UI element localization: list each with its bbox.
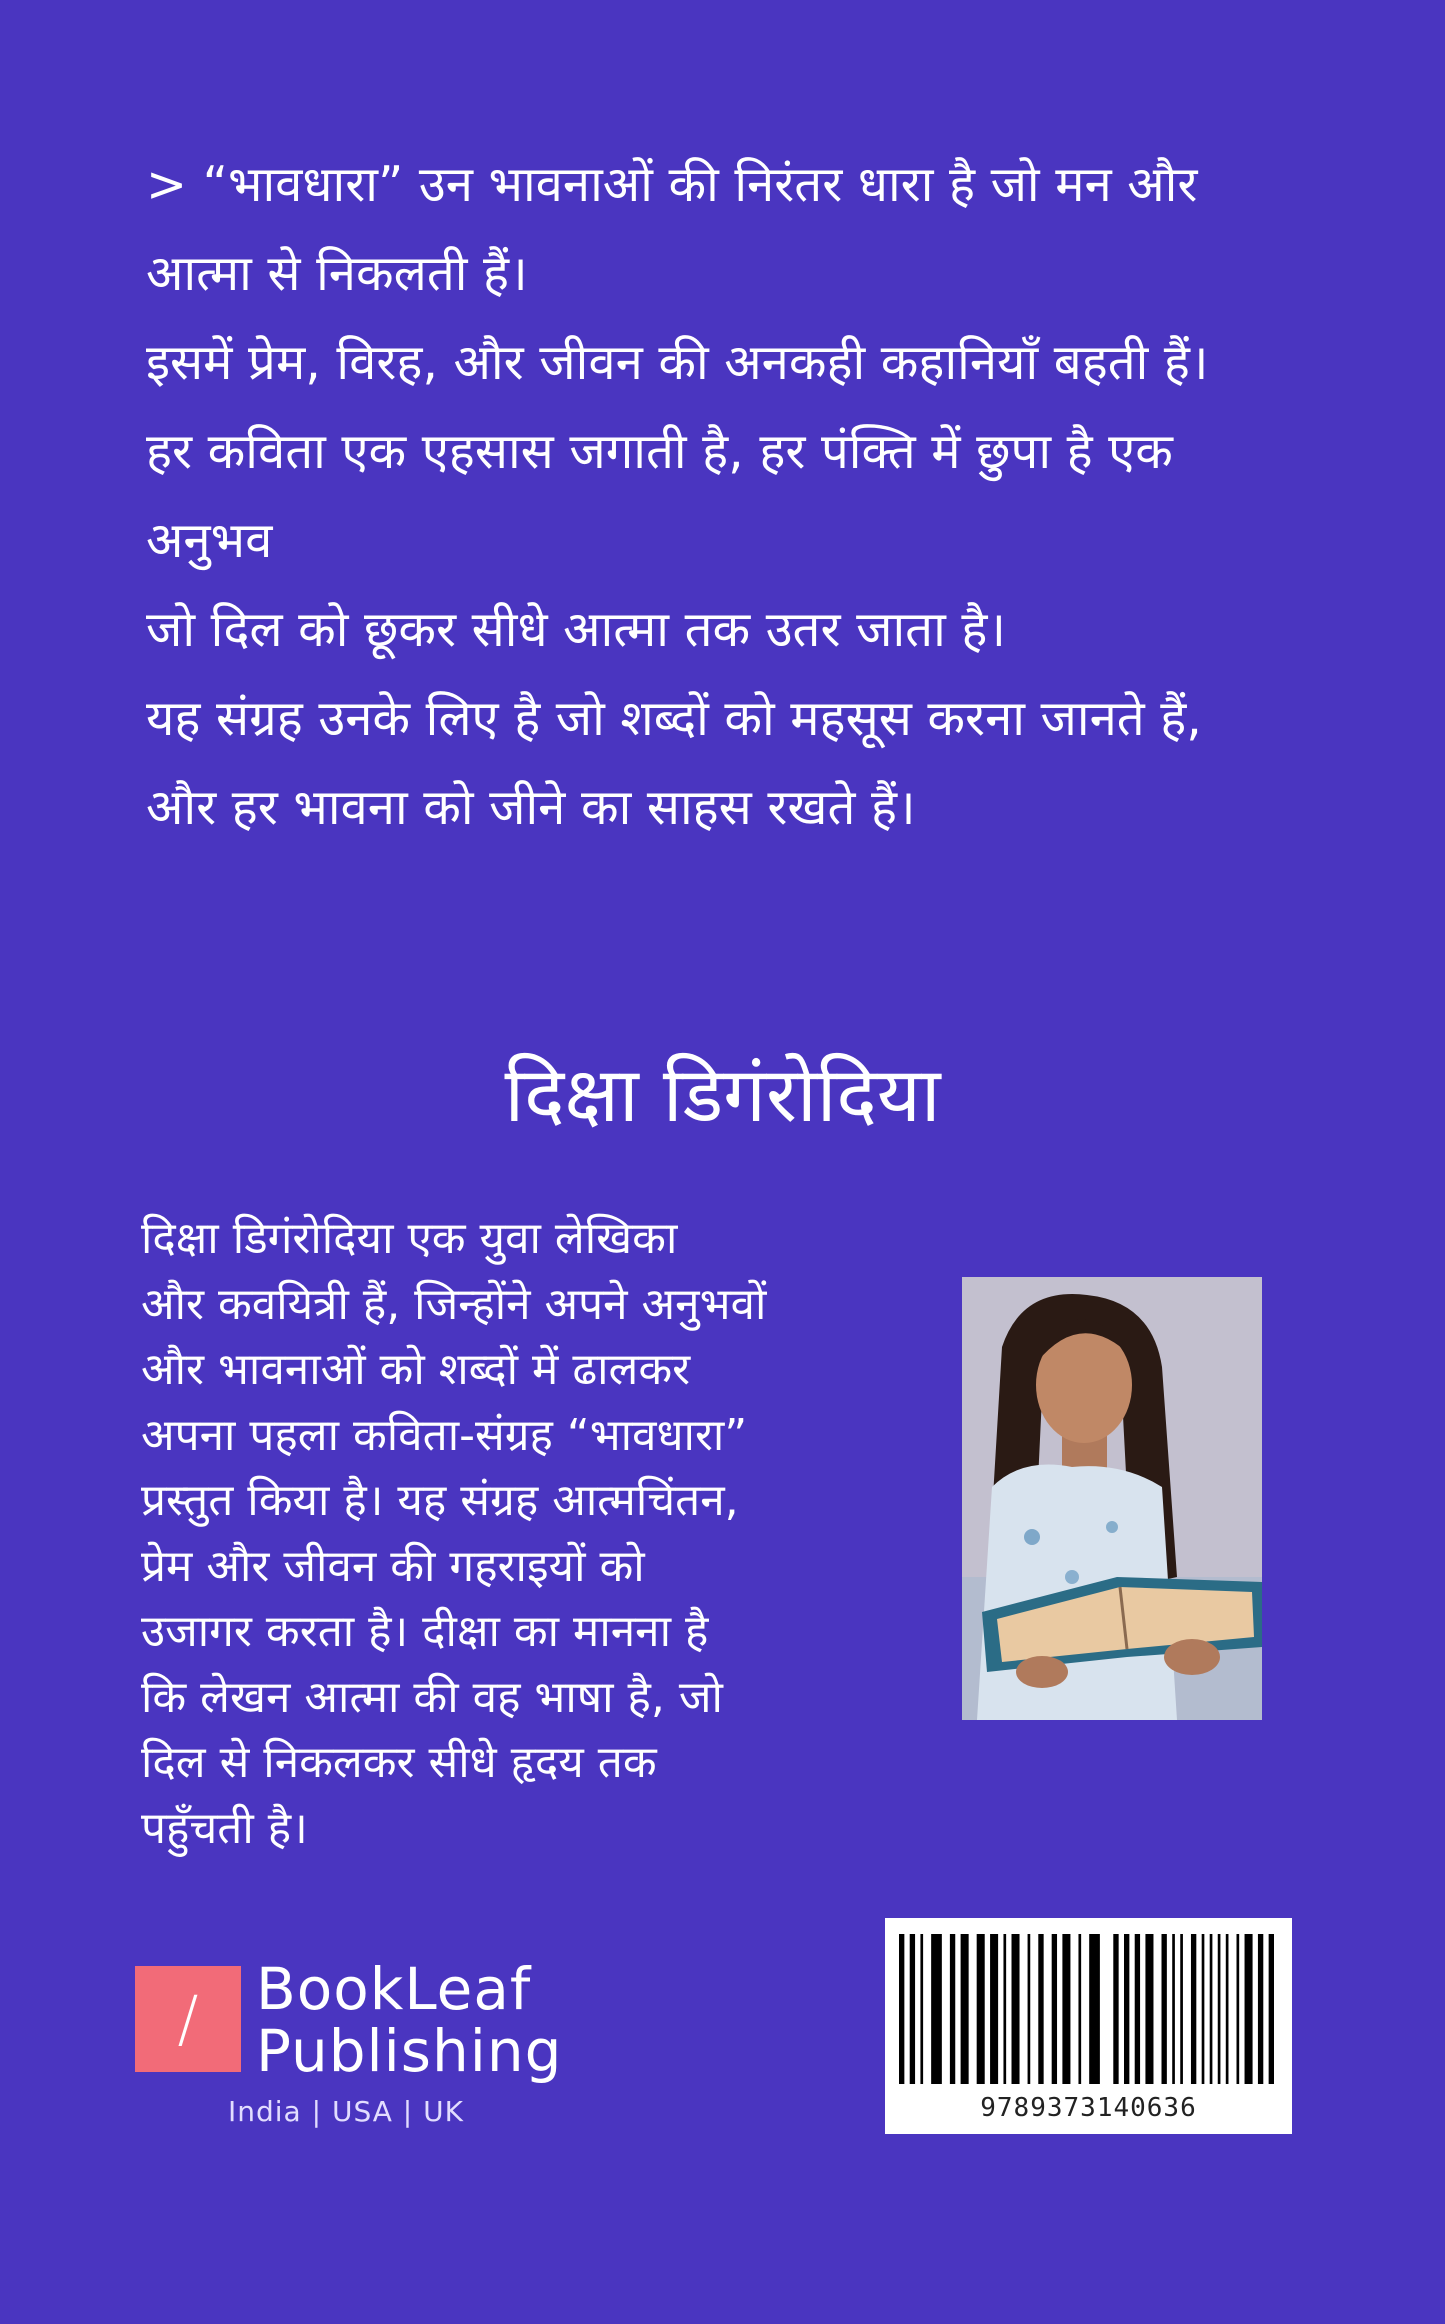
blurb-line: यह संग्रह उनके लिए है जो शब्दों को महसूस करना जानते हैं,: [146, 690, 1202, 747]
logo-slash-icon: /: [177, 1982, 199, 2055]
bio-line: प्रेम और जीवन की गहराइयों को: [141, 1540, 645, 1592]
barcode-bar: [1012, 1934, 1020, 2084]
publisher-name-line1: BookLeaf: [256, 1955, 532, 2023]
barcode-bar: [1172, 1934, 1175, 2084]
author-photo: [962, 1277, 1262, 1720]
publisher-name: [256, 1955, 563, 2085]
bio-line: दिल से निकलकर सीधे हृदय तक: [141, 1737, 657, 1788]
bio-line: कि लेखन आत्मा की वह भाषा है, जो: [141, 1671, 723, 1723]
barcode-bar: [931, 1934, 942, 2084]
bio-line: प्रस्तुत किया है। यह संग्रह आत्मचिंतन,: [141, 1475, 739, 1526]
publisher-regions: India | USA | UK: [228, 2095, 464, 2128]
isbn-barcode: [885, 1918, 1292, 2134]
barcode-bar: [961, 1934, 969, 2084]
barcode-bar: [1226, 1934, 1229, 2084]
barcode-bar: [1062, 1934, 1070, 2084]
blurb-line: जो दिल को छूकर सीधे आत्मा तक उतर जाता है।: [146, 601, 1006, 658]
barcode-bar: [1210, 1934, 1213, 2084]
barcode-bar: [950, 1934, 955, 2084]
blurb-line: और हर भावना को जीने का साहस रखते हैं।: [146, 779, 916, 836]
author-name: दिक्षा डिगंरोदिया: [504, 1050, 941, 1139]
barcode-bars: [895, 1934, 1282, 2084]
barcode-bar: [920, 1934, 923, 2084]
barcode-bar: [1003, 1934, 1006, 2084]
bio-line: और भावनाओं को शब्दों में ढालकर: [141, 1344, 691, 1395]
barcode-bar: [1038, 1934, 1043, 2084]
blurb-line: अनुभव: [146, 512, 273, 569]
barcode-bar: [977, 1934, 985, 2084]
barcode-bar: [1180, 1934, 1183, 2084]
blurb-line: इसमें प्रेम, विरह, और जीवन की अनकही कहानियाँ बहती हैं।: [146, 334, 1209, 391]
barcode-bar: [1191, 1934, 1196, 2084]
back-cover-blurb: [146, 140, 1326, 852]
barcode-bar: [1145, 1934, 1153, 2084]
blurb-line: आत्मा से निकलती हैं।: [146, 245, 528, 302]
barcode-bar: [1089, 1934, 1100, 2084]
barcode-bar: [1269, 1934, 1274, 2084]
barcode-bar: [1113, 1934, 1118, 2084]
author-bio: [141, 1206, 901, 1861]
barcode-bar: [990, 1934, 998, 2084]
barcode-bar: [1218, 1934, 1221, 2084]
publisher-name-line2: Publishing: [256, 2017, 563, 2085]
barcode-bar: [1124, 1934, 1129, 2084]
barcode-bar: [1258, 1934, 1263, 2084]
barcode-bar: [1202, 1934, 1205, 2084]
blurb-line: हर कविता एक एहसास जगाती है, हर पंक्ति में छुपा है एक: [146, 423, 1173, 480]
barcode-bar: [1078, 1934, 1081, 2084]
publisher-logo: [135, 1966, 241, 2072]
bio-line: पहुँचती है।: [141, 1802, 308, 1854]
barcode-bar: [899, 1934, 904, 2084]
barcode-bar: [1162, 1934, 1167, 2084]
bio-line: उजागर करता है। दीक्षा का मानना है: [141, 1606, 709, 1657]
bio-line: अपना पहला कविता-संग्रह “भावधारा”: [141, 1409, 748, 1461]
barcode-bar: [1052, 1934, 1057, 2084]
barcode-bar: [1028, 1934, 1031, 2084]
barcode-bar: [1245, 1934, 1253, 2084]
barcode-bar: [1237, 1934, 1240, 2084]
isbn-number: 9789373140636: [980, 2093, 1197, 2123]
barcode-bar: [910, 1934, 915, 2084]
blurb-line: > “भावधारा” उन भावनाओं की निरंतर धारा है जो मन और: [146, 156, 1198, 213]
barcode-bar: [1135, 1934, 1140, 2084]
author-photo-illustration: [962, 1277, 1262, 1720]
bio-line: और कवयित्री हैं, जिन्होंने अपने अनुभवों: [141, 1278, 767, 1330]
bio-line: दिक्षा डिगंरोदिया एक युवा लेखिका: [141, 1213, 678, 1264]
